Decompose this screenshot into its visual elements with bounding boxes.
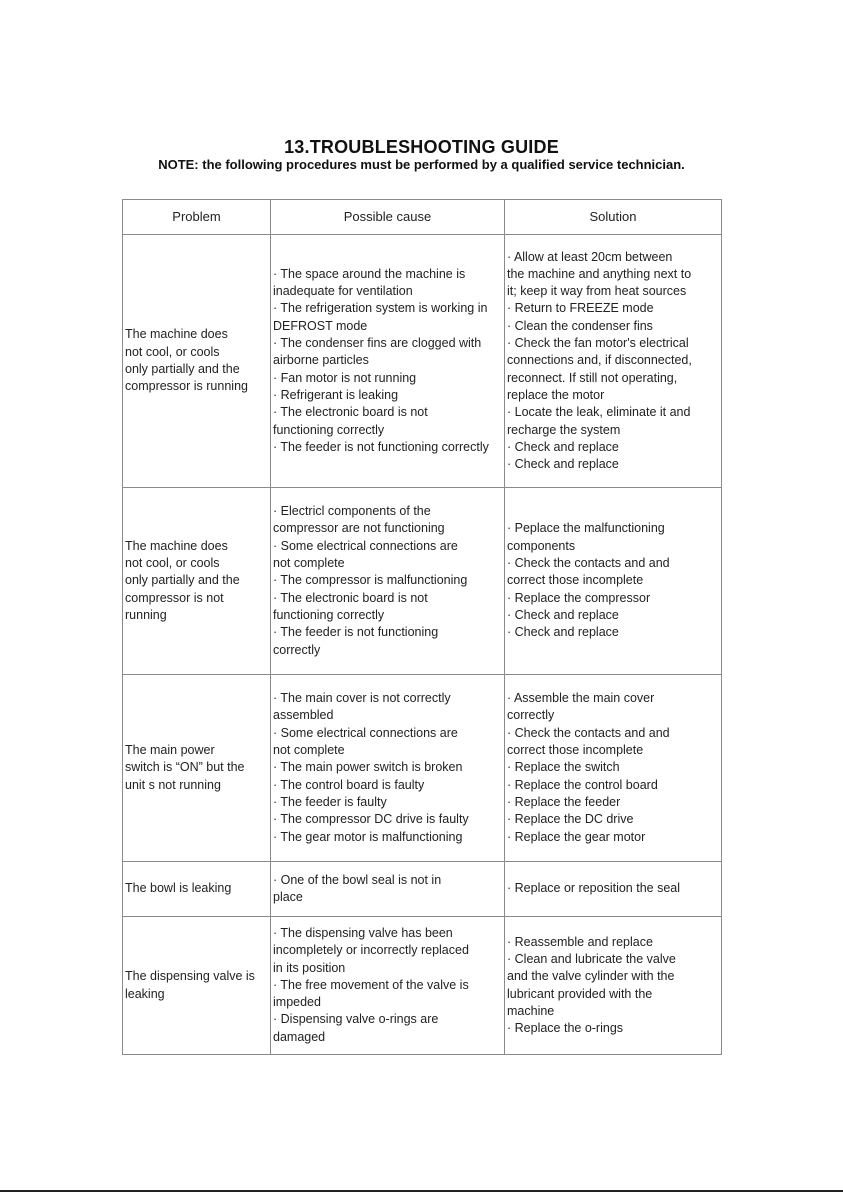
- cell-text-line: · The condenser fins are clogged with: [273, 336, 482, 351]
- page-title: 13.TROUBLESHOOTING GUIDE: [284, 137, 559, 157]
- table-row: [123, 917, 722, 1055]
- problem-cell: [123, 235, 271, 488]
- cell-text-line: · Check and replace: [507, 625, 619, 640]
- table-row: [123, 488, 722, 675]
- cell-text-line: · The feeder is not functioning: [273, 625, 439, 640]
- problem-cell: [123, 862, 271, 917]
- cell-text-line: unit s not running: [125, 777, 221, 792]
- cell-text-line: · The control board is faulty: [273, 777, 425, 792]
- cell-text-line: correctly: [273, 642, 321, 657]
- cell-text-line: The dispensing valve is: [125, 969, 255, 984]
- cell-text-line: only partially and the: [125, 573, 240, 588]
- cell-text-line: components: [507, 538, 576, 553]
- cell-text-line: replace the motor: [507, 387, 605, 402]
- cell-text-line: · Peplace the malfunctioning: [507, 521, 665, 536]
- cell-text-line: · The main cover is not correctly: [273, 691, 451, 706]
- cell-text-line: not cool, or cools: [125, 556, 220, 571]
- cell-text-line: · The free movement of the valve is: [273, 977, 469, 992]
- cell-text-line: · Check and replace: [507, 439, 619, 454]
- cell-text-line: · Some electrical connections are: [273, 725, 458, 740]
- solution-cell: [505, 917, 722, 1055]
- possible-cause-cell: [271, 488, 505, 675]
- cell-text-line: correct those incomplete: [507, 573, 644, 588]
- cell-text-line: · The compressor DC drive is faulty: [273, 812, 469, 827]
- cell-text-line: correctly: [507, 708, 555, 723]
- solution-cell: [505, 675, 722, 862]
- problem-cell: [123, 917, 271, 1055]
- cell-text-line: · Replace the o-rings: [507, 1021, 624, 1036]
- cell-text-line: recharge the system: [507, 422, 621, 437]
- cell-text-line: The main power: [125, 743, 215, 758]
- cell-text-line: · One of the bowl seal is not in: [273, 872, 442, 887]
- cell-text-line: · Check the contacts and and: [507, 556, 670, 571]
- cell-text-line: it; keep it way from heat sources: [507, 284, 687, 299]
- header-problem: Problem: [123, 200, 271, 235]
- cell-text-line: airborne particles: [273, 353, 369, 368]
- cell-text-line: compressor is not: [125, 590, 224, 605]
- cell-text-line: · Allow at least 20cm between: [507, 249, 673, 264]
- cell-text-line: · Clean the condenser fins: [507, 318, 653, 333]
- cell-text-line: not cool, or cools: [125, 344, 220, 359]
- cell-text-line: · The space around the machine is: [273, 266, 466, 281]
- solution-cell: [505, 862, 722, 917]
- cell-text-line: · The feeder is not functioning correctly: [273, 439, 489, 454]
- cell-text-line: · Return to FREEZE mode: [507, 301, 654, 316]
- cell-text-line: · Assemble the main cover: [507, 691, 655, 706]
- table-row: [123, 235, 722, 488]
- cell-text-line: · Check the contacts and and: [507, 725, 670, 740]
- cell-text-line: · The gear motor is malfunctioning: [273, 829, 463, 844]
- cell-text-line: · The electronic board is not: [273, 405, 428, 420]
- cell-text-line: · The dispensing valve has been: [273, 925, 453, 940]
- cell-text-line: The machine does: [125, 327, 228, 342]
- cell-text-line: compressor is running: [125, 379, 248, 394]
- cell-text-line: in its position: [273, 960, 346, 975]
- table-body: [123, 235, 722, 1055]
- cell-text-line: · Reassemble and replace: [507, 934, 653, 949]
- cell-text-line: place: [273, 890, 303, 904]
- cell-text-line: functioning correctly: [273, 422, 385, 437]
- possible-cause-cell: [271, 917, 505, 1055]
- solution-cell: [505, 235, 722, 488]
- cell-text-line: reconnect. If still not operating,: [507, 370, 678, 385]
- cell-text-line: the machine and anything next to: [507, 266, 692, 281]
- problem-cell: [123, 488, 271, 675]
- cell-text-line: leaking: [125, 986, 165, 1001]
- cell-text-line: · Fan motor is not running: [273, 370, 417, 385]
- table-row: [123, 675, 722, 862]
- header-row: [123, 200, 722, 235]
- cell-text-line: impeded: [273, 995, 321, 1010]
- cell-text-line: · Replace the feeder: [507, 794, 621, 809]
- cell-text-line: compressor are not functioning: [273, 521, 445, 536]
- cell-text-line: · Replace the DC drive: [507, 812, 634, 827]
- table-row: [123, 862, 722, 917]
- cell-text-line: assembled: [273, 708, 334, 723]
- cell-text-line: · Electricl components of the: [273, 504, 431, 519]
- cell-text-line: · Replace or reposition the seal: [507, 881, 681, 896]
- cell-text-line: · Clean and lubricate the valve: [507, 951, 676, 966]
- cell-text-line: The bowl is leaking: [125, 881, 232, 896]
- cell-text-line: · The refrigeration system is working in: [273, 301, 488, 316]
- cell-text-line: running: [125, 607, 167, 622]
- cell-text-line: inadequate for ventilation: [273, 284, 413, 299]
- cell-text-line: not complete: [273, 743, 345, 758]
- header-possible-cause: Possible cause: [271, 200, 505, 235]
- cell-text-line: · Dispensing valve o-rings are: [273, 1012, 439, 1027]
- cell-text-line: · Check the fan motor's electrical: [507, 336, 689, 351]
- cell-text-line: switch is “ON” but the: [125, 760, 245, 775]
- cell-text-line: incompletely or incorrectly replaced: [273, 943, 469, 958]
- cell-text-line: · Replace the control board: [507, 777, 658, 792]
- cell-text-line: · Replace the switch: [507, 760, 620, 775]
- cell-text-line: machine: [507, 1003, 555, 1018]
- cell-text-line: The machine does: [125, 538, 228, 553]
- cell-text-line: · The feeder is faulty: [273, 794, 387, 809]
- cell-text-line: · Replace the gear motor: [507, 829, 646, 844]
- cell-text-line: not complete: [273, 556, 345, 571]
- cell-text-line: and the valve cylinder with the: [507, 969, 675, 984]
- cell-text-line: functioning correctly: [273, 607, 385, 622]
- possible-cause-cell: [271, 862, 505, 917]
- cell-text-line: DEFROST mode: [273, 318, 368, 333]
- cell-text-line: · Locate the leak, eliminate it and: [507, 405, 691, 420]
- cell-text-line: · The electronic board is not: [273, 590, 428, 605]
- possible-cause-cell: [271, 235, 505, 488]
- safety-note: NOTE: the following procedures must be performed by a qualified service technician.: [158, 157, 685, 172]
- problem-cell: [123, 675, 271, 862]
- cell-text-line: lubricant provided with the: [507, 986, 653, 1001]
- cell-text-line: · Replace the compressor: [507, 590, 651, 605]
- cell-text-line: · Check and replace: [507, 457, 619, 472]
- troubleshooting-table: [122, 199, 722, 1055]
- cell-text-line: · Refrigerant is leaking: [273, 387, 399, 402]
- cell-text-line: connections and, if disconnected,: [507, 353, 692, 368]
- cell-text-line: · The compressor is malfunctioning: [273, 573, 468, 588]
- cell-text-line: · Check and replace: [507, 607, 619, 622]
- cell-text-line: correct those incomplete: [507, 743, 644, 758]
- cell-text-line: damaged: [273, 1029, 326, 1044]
- cell-text-line: only partially and the: [125, 362, 240, 376]
- cell-text-line: · Some electrical connections are: [273, 538, 458, 553]
- header-solution: Solution: [505, 200, 722, 235]
- cell-text-line: · The main power switch is broken: [273, 760, 463, 775]
- solution-cell: [505, 488, 722, 675]
- possible-cause-cell: [271, 675, 505, 862]
